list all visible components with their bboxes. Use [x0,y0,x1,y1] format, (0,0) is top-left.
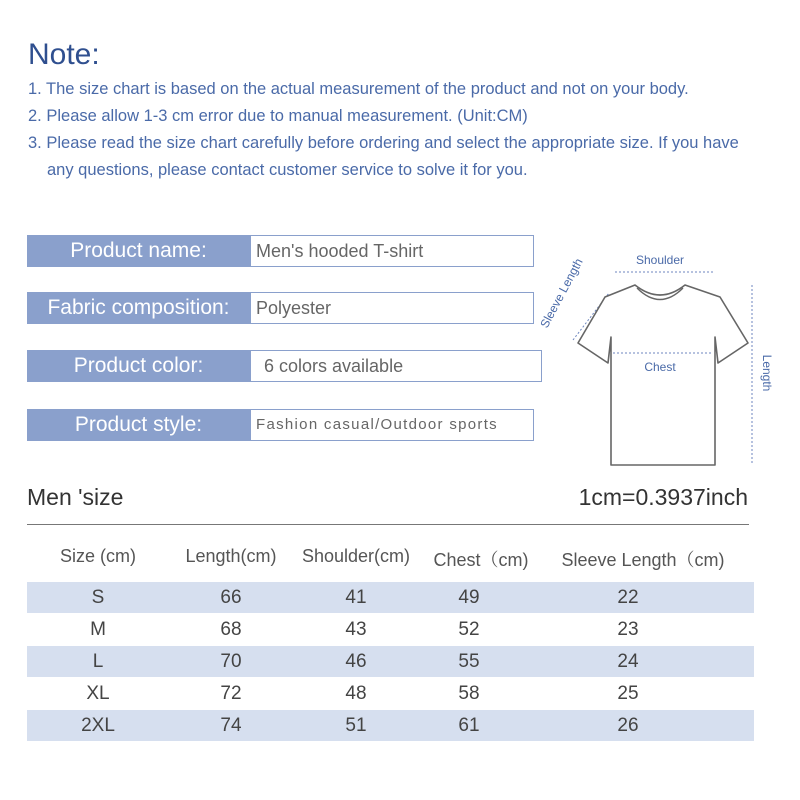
size-chart-title: Men 'size [27,484,124,510]
product-color-label: Product color: [27,350,250,382]
note-line-2: 2. Please allow 1-3 cm error due to manual measurement. (Unit:CM) [28,107,528,125]
cell-length: 68 [220,619,242,640]
product-style-label: Product style: [27,409,250,441]
product-name-value: Men's hooded T-shirt [250,235,534,267]
table-row [27,646,754,677]
cell-shoulder: 43 [345,619,367,640]
shoulder-label: Shoulder [635,253,685,267]
table-header [0,546,800,572]
cell-chest: 49 [458,587,480,608]
cell-size: 2XL [81,715,115,736]
fabric-value: Polyester [250,292,534,324]
cell-length: 74 [220,715,242,736]
table-row [27,710,754,741]
table-row [27,678,754,709]
tshirt-icon [535,245,785,475]
cell-length: 66 [220,587,242,608]
cell-size: L [92,651,104,672]
table-row [27,582,754,613]
cell-chest: 52 [458,619,480,640]
product-name-label: Product name: [27,235,250,267]
cell-chest: 55 [458,651,480,672]
header-chest: Chest（cm) [433,550,529,570]
cell-length: 72 [220,683,242,704]
header-sleeve-length: Sleeve Length（cm) [561,550,725,570]
cell-sleeve-length: 24 [617,651,639,672]
fabric-row [27,292,529,324]
unit-conversion: 1cm=0.3937inch [578,484,748,510]
cell-shoulder: 48 [345,683,367,704]
table-row [27,614,754,645]
cell-chest: 61 [458,715,480,736]
header-shoulder: Shoulder(cm) [301,546,411,566]
header-size: Size (cm) [60,546,136,566]
cell-size: M [90,619,106,640]
chest-label: Chest [644,360,676,374]
length-label: Length [760,354,774,392]
cell-shoulder: 51 [345,715,367,736]
product-style-value: Fashion casual/Outdoor sports [250,409,534,441]
note-title: Note: [28,38,100,71]
cell-sleeve-length: 26 [617,715,639,736]
cell-sleeve-length: 23 [617,619,639,640]
divider [27,524,749,525]
note-line-3-continued: any questions, please contact customer service to solve it for you. [47,161,528,179]
tshirt-diagram [535,245,785,475]
cell-chest: 58 [458,683,480,704]
cell-sleeve-length: 22 [617,587,639,608]
product-color-value: 6 colors available [250,350,542,382]
cell-shoulder: 41 [345,587,367,608]
cell-shoulder: 46 [345,651,367,672]
fabric-label: Fabric composition: [27,292,250,324]
note-line-3: 3. Please read the size chart carefully before ordering and select the appropriate size. If you have [28,134,739,152]
product-color-row [27,350,529,382]
product-name-row [27,235,529,267]
product-style-row [27,409,529,441]
header-length: Length(cm) [185,546,277,566]
sleeve-length-label: Sleeve Length [537,255,586,331]
cell-size: S [91,587,105,608]
cell-size: XL [86,683,110,704]
cell-sleeve-length: 25 [617,683,639,704]
note-line-1: 1. The size chart is based on the actual measurement of the product and not on your body. [28,80,689,98]
cell-length: 70 [220,651,242,672]
